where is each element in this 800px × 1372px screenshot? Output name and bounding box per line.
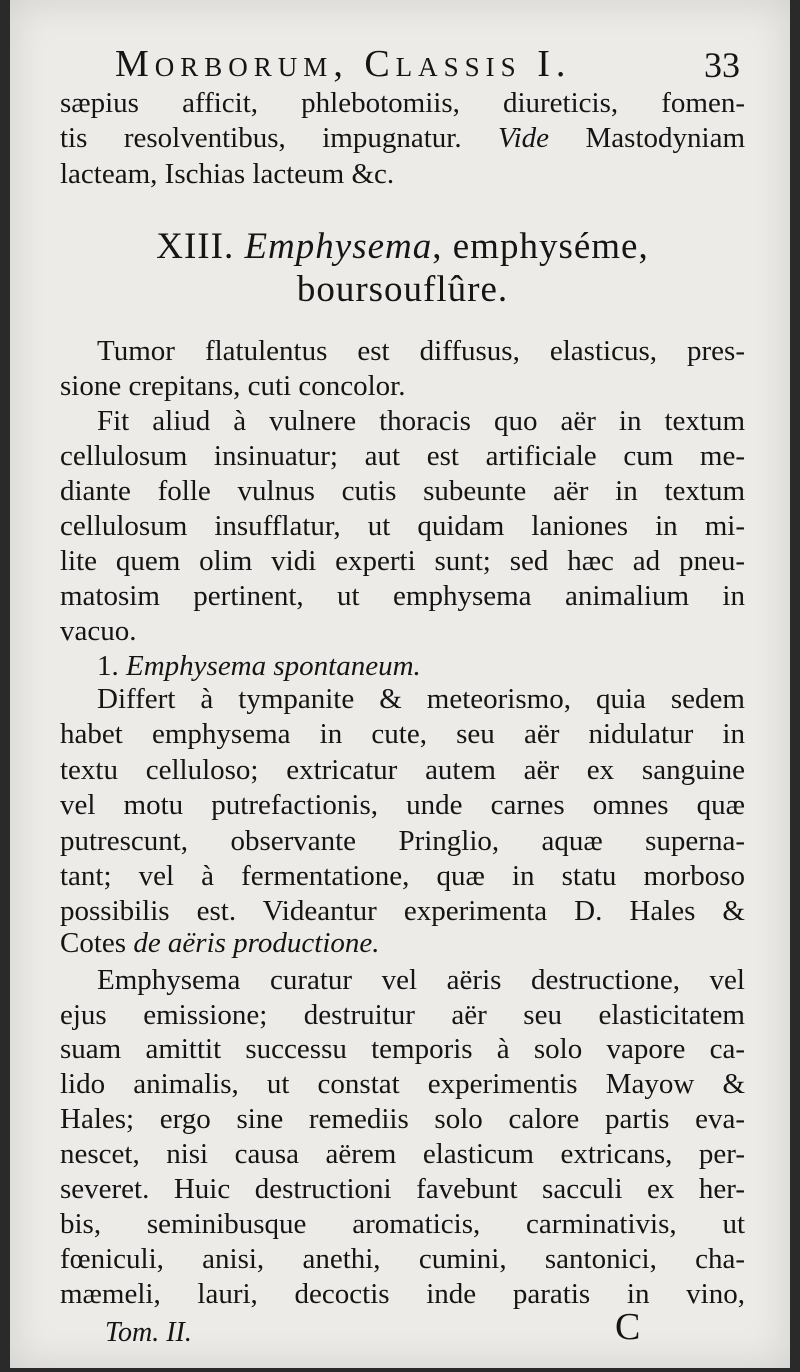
signature-mark: C bbox=[615, 1306, 641, 1348]
text-line: fœniculi, anisi, anethi, cumini, santonici, cha- bbox=[60, 1243, 745, 1275]
text-line: ejus emissione; destruitur aër seu elasticitatem bbox=[60, 999, 745, 1031]
text-run: tis resolventibus, impugnatur. bbox=[60, 122, 462, 154]
text-line: cellulosum insufflatur, ut quidam laniones in mi- bbox=[60, 510, 745, 542]
italic-run: de aëris productione. bbox=[133, 927, 380, 959]
text-line: textu celluloso; extricatur autem aër ex sanguine bbox=[60, 754, 745, 786]
subheading-title: Emphysema spontaneum. bbox=[126, 650, 421, 682]
text-line: Fit aliud à vulnere thoracis quo aër in textum bbox=[97, 405, 745, 437]
text-line: vel motu putrefactionis, unde carnes omnes quæ bbox=[60, 789, 745, 821]
text-line: Emphysema curatur vel aëris destructione, vel bbox=[97, 964, 745, 996]
text-line: Hales; ergo sine remediis solo calore partis eva- bbox=[60, 1103, 745, 1135]
text-line: suam amittit successu temporis à solo vapore ca- bbox=[60, 1033, 745, 1065]
text-line: bis, seminibusque aromaticis, carminativis, ut bbox=[60, 1208, 745, 1240]
text-line bbox=[60, 120, 745, 156]
text-line: habet emphysema in cute, seu aër nidulatur in bbox=[60, 718, 745, 750]
text-line: cellulosum insinuatur; aut est artificiale cum me- bbox=[60, 440, 745, 472]
text-line: vacuo. bbox=[60, 615, 137, 647]
italic-run: Vide bbox=[498, 122, 550, 154]
text-line: putrescunt, observante Pringlio, aquæ superna- bbox=[60, 825, 745, 857]
page-number: 33 bbox=[704, 45, 740, 85]
text-line: severet. Huic destructioni favebunt sacculi ex her- bbox=[60, 1173, 745, 1205]
text-line: mæmeli, lauri, decoctis inde paratis in vino, bbox=[60, 1278, 745, 1310]
text-run: Mastodyniam bbox=[585, 122, 746, 154]
section-title-rest: , emphyséme, bbox=[432, 226, 649, 267]
section-heading-line2: boursouflûre. bbox=[296, 269, 509, 310]
text-line: lite quem olim vidi experti sunt; sed hæc ad pneu- bbox=[60, 545, 745, 577]
text-line: sæpius afficit, phlebotomiis, diureticis, fomen- bbox=[60, 87, 745, 119]
text-line: nescet, nisi causa aërem elasticum extricans, per- bbox=[60, 1138, 745, 1170]
text-line: sione crepitans, cuti concolor. bbox=[60, 370, 406, 402]
section-number: XIII. bbox=[156, 226, 235, 267]
section-heading bbox=[60, 225, 745, 268]
text-line: possibilis est. Videantur experimenta D. Hales & bbox=[60, 895, 745, 927]
text-line: matosim pertinent, ut emphysema animalium in bbox=[60, 580, 745, 612]
volume-footer: Tom. II. bbox=[105, 1317, 192, 1348]
subheading-number: 1. bbox=[97, 650, 119, 682]
text-line: tant; vel à fermentatione, quæ in statu morboso bbox=[60, 860, 745, 892]
running-title: Morborum, Classis I. bbox=[115, 43, 572, 85]
book-page bbox=[10, 0, 790, 1368]
text-line: lido animalis, ut constat experimentis Mayow & bbox=[60, 1068, 745, 1100]
text-line: diante folle vulnus cutis subeunte aër in textum bbox=[60, 475, 745, 507]
subheading bbox=[97, 648, 745, 684]
text-line: lacteam, Ischias lacteum &c. bbox=[60, 158, 395, 190]
section-title-italic: Emphysema bbox=[244, 226, 433, 267]
text-line bbox=[60, 925, 745, 961]
text-line: Tumor flatulentus est diffusus, elasticus, pres- bbox=[97, 335, 745, 367]
text-run: Cotes bbox=[60, 927, 127, 959]
text-line: Differt à tympanite & meteorismo, quia sedem bbox=[97, 683, 745, 715]
